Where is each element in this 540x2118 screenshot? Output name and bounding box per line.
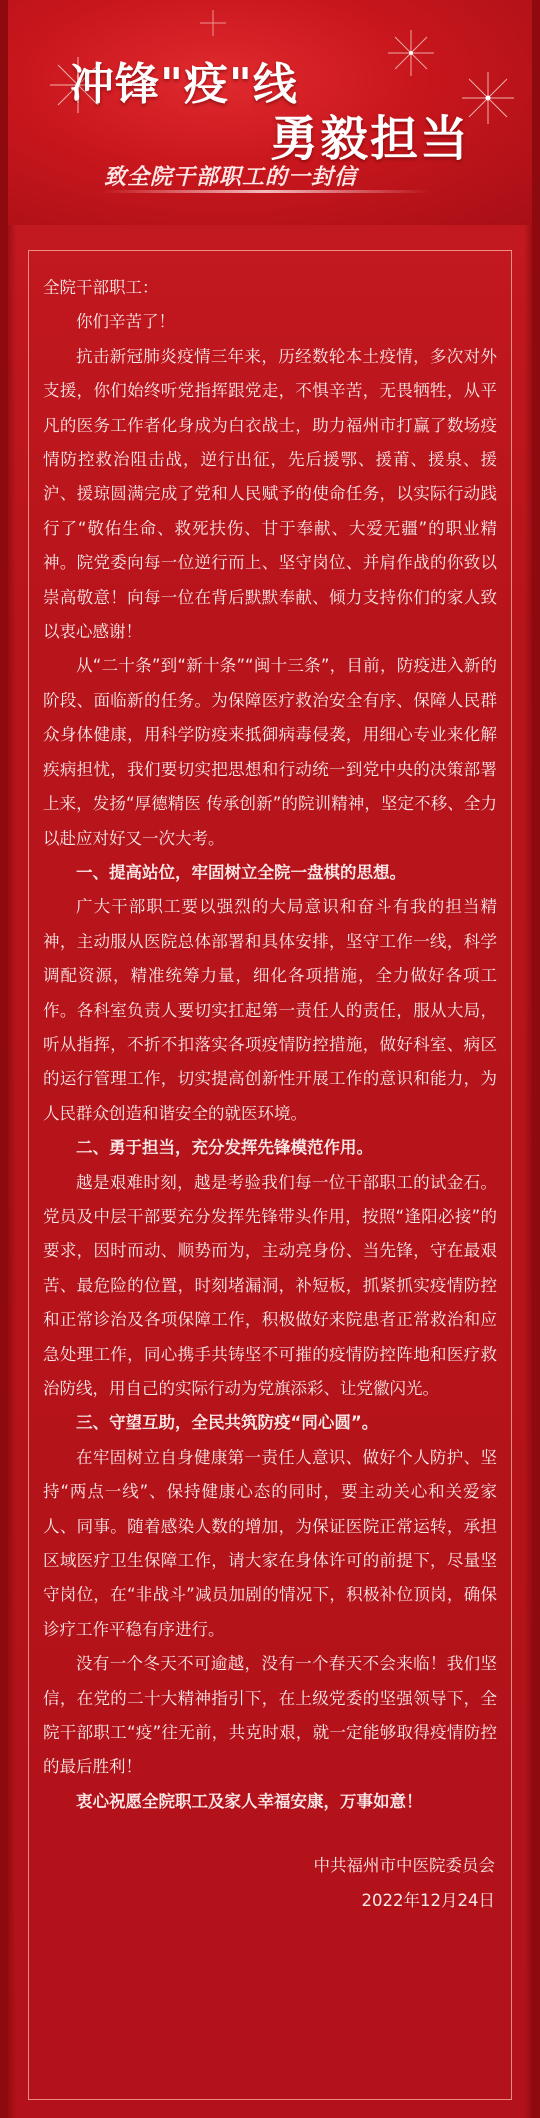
letter-paragraph-3: 广大干部职工要以强烈的大局意识和奋斗有我的担当精神，主动服从医院总体部署和具体安排，坚守工作一线，科学调配资源，精准统筹力量，细化各项措施，全力做好各项工作。各科室负责人要切实扛起第一责任人的责任，服从大局，听从指挥，不折不扣落实各项疫情防控措施，做好科室、病区的运行管理工作，切实提高创新性开展工作的意识和能力，为人民群众创造和谐安全的就医环境。 — [43, 897, 497, 1123]
letter-body-frame — [28, 250, 512, 2100]
banner-title-line1: 冲锋"疫"线 — [70, 59, 298, 110]
letter-page — [8, 0, 532, 2118]
signature-org: 中共福州市中医院委员会 — [313, 1856, 495, 1876]
banner-title-line2: 勇毅担当 — [270, 111, 471, 167]
subtitle-underline — [100, 190, 430, 193]
banner-subtitle: 致全院干部职工的一封信 — [104, 165, 358, 190]
letter-paragraph-6: 没有一个冬天不可逾越，没有一个春天不会来临！我们坚信，在党的二十大精神指引下，在上级党委的坚强领导下，全院干部职工“疫”往无前，共克时艰，就一定能够取得疫情防控的最后胜利！ — [43, 1654, 497, 1777]
firework-top-right-icon — [386, 28, 436, 78]
letter-paragraph-4: 越是艰难时刻，越是考验我们每一位干部职工的试金石。党员及中层干部要充分发挥先锋带头作用，按照“逢阳必接”的要求，因时而动、顺势而为，主动亮身份、当先锋，守在最艰苦、最危险的位置，时刻堵漏洞，补短板，抓紧抓实疫情防控和正常诊治及各项保障工作，积极做好来院患者正常救治和应急处理工作，同心携手共铸坚不可摧的疫情防控阵地和医疗救治防线，用自己的实际行动为党旗添彩、让党徽闪光。 — [43, 1172, 497, 1398]
section-heading-1: 一、提高站位，牢固树立全院一盘棋的思想。 — [76, 862, 406, 882]
signature-date: 2022年12月24日 — [361, 1890, 495, 1910]
letter-salutation: 全院干部职工： — [43, 278, 159, 297]
right-edge-shadow — [524, 0, 532, 2118]
sparkle-icon — [198, 8, 228, 38]
left-edge-shadow — [8, 0, 16, 2118]
letter-paragraph-5: 在牢固树立自身健康第一责任人意识、做好个人防护、坚持“两点一线”、保持健康心态的同时，要主动关心和关爱家人、同事。随着感染人数的增加，为保证医院正常运转，承担区域医疗卫生保障工作，请大家在身体许可的前提下，尽量坚守岗位，在“非战斗”减员加剧的情况下，积极补位顶岗，确保诊疗工作平稳有序进行。 — [43, 1447, 497, 1639]
section-heading-2: 二、勇于担当，充分发挥先锋模范作用。 — [76, 1138, 373, 1158]
letter-greeting: 你们辛苦了！ — [76, 312, 175, 332]
letter-paragraph-1: 抗击新冠肺炎疫情三年来，历经数轮本土疫情，多次对外支援，你们始终听党指挥跟党走，不惧辛苦，无畏牺牲，从平凡的医务工作者化身成为白衣战士，助力福州市打赢了数场疫情防控救治阻击战，逆行出征，先后援鄂、援莆、援泉、援沪、援琼圆满完成了党和人民赋予的使命任务，以实际行动践行了“敬佑生命、救死扶伤、甘于奉献、大爱无疆”的职业精神。院党委向每一位逆行而上、坚守岗位、并肩作战的你致以崇高敬意！向每一位在背后默默奉献、倾力支持你们的家人致以衷心感谢！ — [43, 346, 497, 642]
signature-spacer — [43, 1819, 497, 1849]
letter-closing: 衷心祝愿全院职工及家人幸福安康，万事如意！ — [76, 1791, 423, 1811]
section-heading-3: 三、守望互助，全民共筑防疫“同心圆”。 — [76, 1413, 379, 1433]
header-banner — [8, 0, 532, 225]
letter-body — [43, 271, 497, 1918]
letter-paragraph-2: 从“二十条”到“新十条”“闽十三条”，目前，防疫进入新的阶段、面临新的任务。为保障医疗救治安全有序、保障人民群众身体健康，用科学防疫来抵御病毒侵袭，用细心专业来化解疾病担忧，我们要切实把思想和行动统一到党中央的决策部署上来，发扬“厚德精医 传承创新”的院训精神，坚定不移、全力以赴应对好又一次大考。 — [43, 656, 497, 848]
